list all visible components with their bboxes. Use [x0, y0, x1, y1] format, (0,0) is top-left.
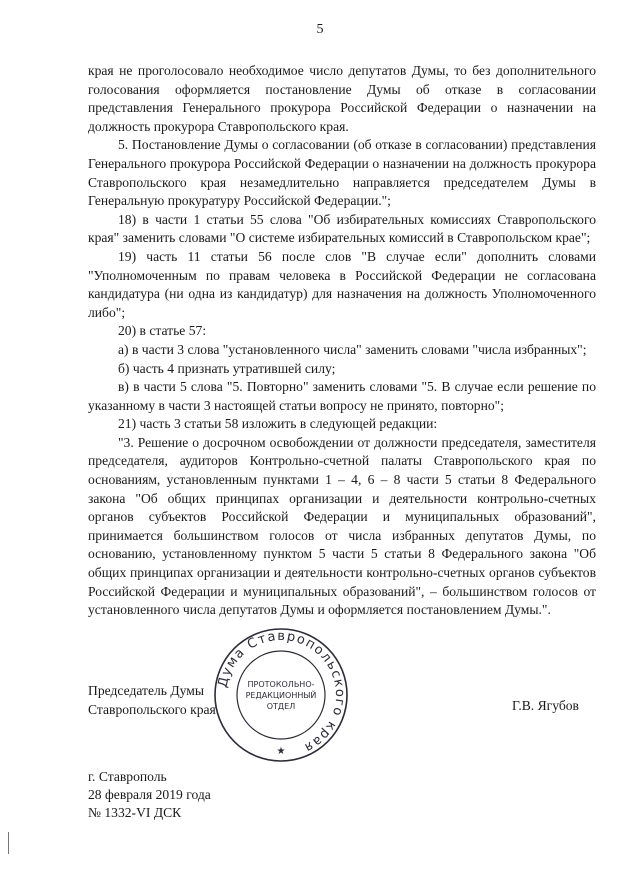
paragraph-item-18: 18) в части 1 статьи 55 слова "Об избирательных комиссиях Ставропольского края" заменить словами "О системе избирательных комиссий в Ставропольском крае";: [88, 211, 596, 246]
signature-position: [88, 681, 216, 719]
signature-position-line1: Председатель Думы: [88, 683, 205, 698]
footer-date: 28 февраля 2019 года: [88, 787, 211, 802]
document-body: [88, 62, 596, 620]
paragraph-item-20a: а) в части 3 слова "установленного числа" заменить словами "числа избранных";: [118, 341, 587, 357]
document-footer: [88, 768, 211, 822]
stamp-graphic: [215, 629, 347, 761]
paragraph-item-20: 20) в статье 57:: [118, 323, 207, 339]
paragraph-item-19: 19) часть 11 статьи 56 после слов "В случае если" дополнить словами "Уполномоченным по правам человека в Российской Федерации не согласована кандидатура (ни одна из кандидатур) для назначения на должность Уполномоченного либо";: [88, 248, 596, 320]
footer-city: г. Ставрополь: [88, 769, 167, 784]
stamp-inner-line1: ПРОТОКОЛЬНО-: [247, 680, 315, 689]
paragraph-item-5: 5. Постановление Думы о согласовании (об отказе в согласовании) представления Генерального прокурора Российской Федерации о назначении на должность прокурора Ставропольского края незамедлительно направляется председателем Думы в Генеральную прокуратуру Российской Федерации.";: [88, 137, 596, 209]
stamp-inner-line2: РЕДАКЦИОННЫЙ: [245, 691, 317, 700]
paragraph-quoted-part-3: "3. Решение о досрочном освобождении от должности председателя, заместителя председателя, аудиторов Контрольно-счетной палаты Ставропольского края по основаниям, установленным пунктами 1 – 4, 6 – 8 части 5 статьи 8 Федерального закона "Об общих принципах организации и деятельности контрольно-счетных органов субъектов Российской Федерации и муниципальных образований", принимается большинством голосов от числа избранных депутатов Думы, по основанию, установленному пунктом 5 части 5 статьи 8 Федерального закона "Об общих принципах организации и деятельности контрольно-счетных органов субъектов Российской Федерации и муниципальных образований", – большинством голосов от установленного числа депутатов Думы и оформляется постановлением Думы.".: [88, 434, 596, 618]
paragraph-continuation: края не проголосовало необходимое число депутатов Думы, то без дополнительного голосования оформляется постановление Думы об отказе в согласовании представления Генерального прокурора Российской Федерации о назначении на должность прокурора Ставропольского края.: [88, 63, 596, 134]
signatory-name: Г.В. Ягубов: [512, 698, 579, 713]
official-stamp: [213, 627, 349, 763]
footer-document-number: № 1332-VI ДСК: [88, 805, 182, 820]
stamp-outer-text: Дума Ставропольского края: [215, 628, 348, 756]
paragraph-item-21: 21) часть 3 статьи 58 изложить в следующей редакции:: [118, 416, 438, 432]
stamp-star-icon: ★: [276, 746, 286, 757]
stamp-inner-line3: ОТДЕЛ: [266, 702, 296, 711]
signature-position-line2: Ставропольского края: [88, 702, 216, 717]
paragraph-item-20b: б) часть 4 признать утратившей силу;: [118, 360, 336, 376]
page-number: 5: [316, 22, 324, 37]
paragraph-item-20v: в) в части 5 слова "5. Повторно" заменить словами "5. В случае если решение по указанному в части 3 настоящей статьи вопросу не принято, повторно";: [88, 379, 596, 413]
margin-mark: [8, 832, 9, 854]
